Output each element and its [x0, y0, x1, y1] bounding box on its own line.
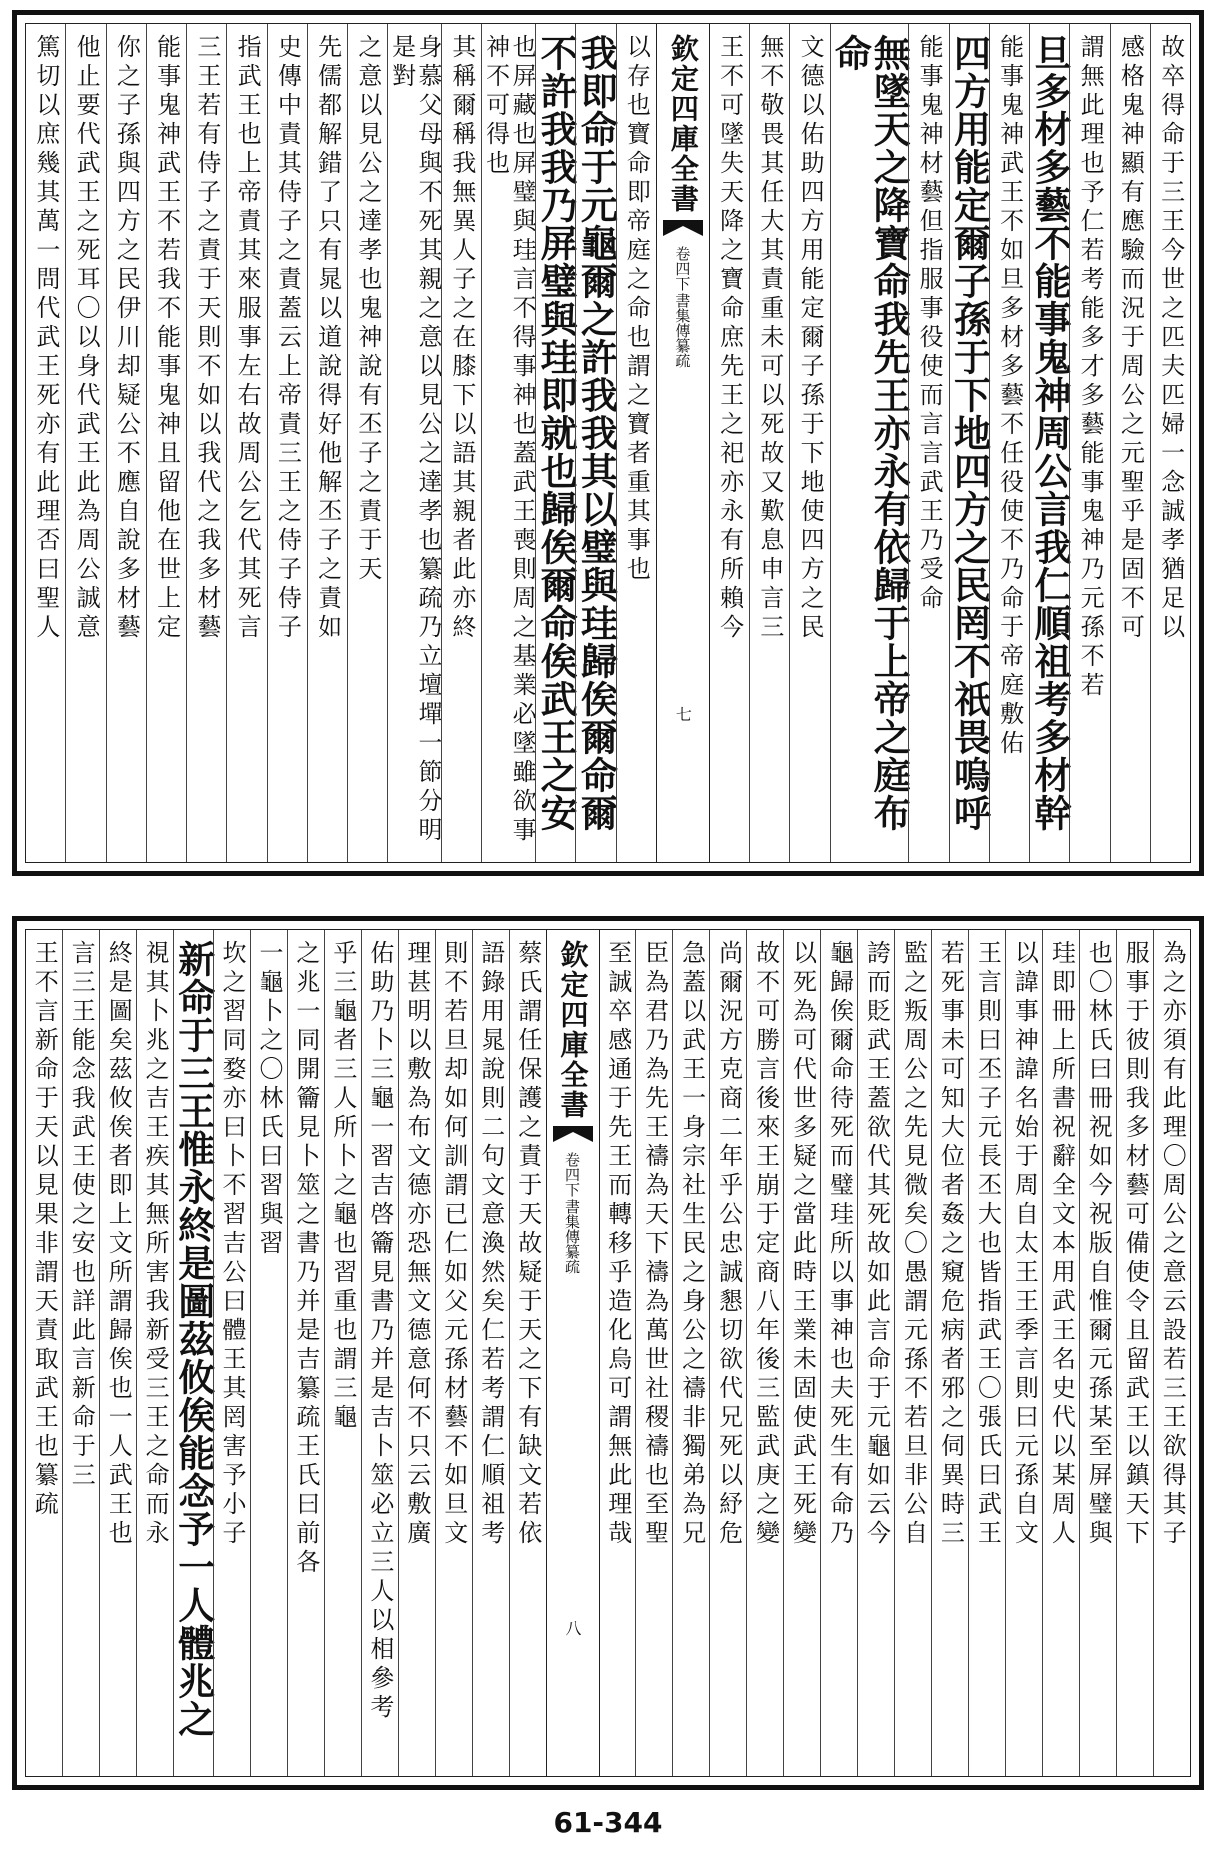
upper-text-column: 能事鬼神材藝但指服事役使而言言武王乃受命	[908, 24, 948, 862]
upper-text-column: 無墜天之降寶命我先王亦永有依歸于上帝之庭布命	[830, 24, 909, 862]
fish-tail-ornament-icon	[663, 220, 703, 236]
lower-text-column: 以死為可代世多疑之當此時王業未固使武王死變	[783, 930, 820, 1776]
lower-text-column: 一龜卜之〇林氏曰習與習	[250, 930, 287, 1776]
upper-text-column: 能事鬼神武王不如旦多材多藝不任役使不乃命于帝庭敷佑	[989, 24, 1029, 862]
upper-text-column: 史傳中責其侍子之責蓋云上帝責三王之侍子侍子	[267, 24, 307, 862]
upper-page-frame	[25, 23, 1191, 863]
lower-text-column: 王不言新命于天以見果非謂天責取武王也纂疏	[30, 940, 59, 1520]
upper-page-number: 七	[673, 706, 693, 722]
lower-page-frame	[25, 929, 1191, 1777]
lower-text-column: 珪即冊上所書祝辭全文本用武王名史代以某周人	[1042, 930, 1079, 1776]
upper-volume-label	[672, 246, 693, 368]
upper-text-column: 文德以佑助四方用能定爾子孫于下地使四方之民	[789, 24, 829, 862]
upper-text-column: 王不可墜失天降之寶命庶先王之祀亦永有所賴今	[715, 34, 744, 643]
upper-text-column: 三王若有侍子之責于天則不如以我代之我多材藝	[186, 24, 226, 862]
lower-text-column: 坎之習同婺亦曰卜不習吉公曰體王其罔害予小子	[213, 930, 250, 1776]
upper-text-column: 無不敬畏其任大其責重未可以死故又歎息申言三	[749, 24, 789, 862]
lower-text-column: 語錄用晁說則二句文意渙然矣仁若考謂仁順祖考	[472, 930, 509, 1776]
lower-text-column: 言三王能念我武王使之安也詳此言新命于三	[62, 930, 99, 1776]
upper-text-column: 四方用能定爾子孫于下地四方之民罔不祇畏嗚呼	[949, 24, 989, 862]
lower-text-column: 佑助乃卜三龜一習吉啓籥見書乃并是吉卜筮必立三人以相參考	[361, 930, 398, 1776]
upper-text-column: 身慕父母與不死其親之意以見公之達孝也纂疏乃立壇墠一節分明是對	[387, 24, 441, 862]
lower-text-column: 終是圖矣茲攸俟者即上文所謂歸俟也一人武王也	[99, 930, 136, 1776]
lower-page-centre-strip	[546, 930, 600, 1776]
upper-text-column: 篤切以庶幾其萬一問代武王死亦有此理否曰聖人	[31, 34, 60, 643]
lower-text-column: 臣為君乃為先王禱為天下禱為萬世社稷禱也至聖	[635, 930, 672, 1776]
lower-text-column: 也〇林氏曰冊祝如今祝版自惟爾元孫某至屏璧與	[1079, 930, 1116, 1776]
lower-volume-juan: 卷四下	[563, 1152, 581, 1197]
lower-text-column: 則不若旦却如何訓謂已仁如父元孫材藝不如旦文	[435, 930, 472, 1776]
lower-book-title: 欽定四庫全書	[556, 940, 590, 1120]
upper-text-column: 不許我我乃屏璧與珪即就也歸俟爾命俟武王之安	[535, 24, 575, 862]
lower-volume-book: 書集傳纂疏	[563, 1199, 581, 1274]
upper-volume-book: 書集傳纂疏	[673, 293, 692, 368]
lower-volume-label	[562, 1152, 583, 1274]
lower-text-column: 視其卜兆之吉王疾其無所害我新受三王之命而永	[136, 930, 173, 1776]
lower-text-column: 若死事未可知大位者姦之窺危病者邪之伺異時三	[931, 930, 968, 1776]
lower-page	[12, 916, 1204, 1790]
upper-text-column: 你之子孫與四方之民伊川却疑公不應自說多材藝	[106, 24, 146, 862]
lower-text-column: 為之亦須有此理〇周公之意云設若三王欲得其子	[1153, 930, 1190, 1776]
lower-page-number: 八	[563, 1620, 582, 1636]
lower-text-column: 新命于三王惟永終是圖茲攸俟能念予一人體兆之	[173, 930, 213, 1776]
lower-text-column: 龜歸俟爾命待死而璧珪所以事神也夫死生有命乃	[820, 930, 857, 1776]
upper-text-column: 指武王也上帝責其來服事左右故周公乞代其死言	[226, 24, 266, 862]
lower-text-column: 蔡氏謂任保護之責于天故疑于天之下有缺文若依	[509, 930, 546, 1776]
lower-text-column: 故不可勝言後來王崩于定商八年後三監武庚之變	[746, 930, 783, 1776]
upper-text-column: 故卒得命于三王今世之匹夫匹婦一念誠孝猶足以	[1150, 24, 1190, 862]
upper-text-column: 謂無此理也予仁若考能多才多藝能事鬼神乃元孫不若	[1069, 24, 1109, 862]
lower-text-column: 誇而貶武王蓋欲代其死故如此言命于元龜如云今	[857, 930, 894, 1776]
upper-text-column: 他止要代武王之死耳〇以身代武王此為周公誠意	[65, 24, 105, 862]
upper-page	[12, 10, 1204, 876]
page-footer-number: 61-344	[553, 1806, 663, 1839]
upper-text-column: 旦多材多藝不能事鬼神周公言我仁順祖考多材幹	[1029, 24, 1069, 862]
lower-text-column: 服事于彼則我多材藝可備使令且留武王以鎮天下	[1116, 930, 1153, 1776]
lower-text-column: 之兆一同開籥見卜筮之書乃并是吉纂疏王氏曰前各	[287, 930, 324, 1776]
upper-text-column: 之意以見公之達孝也鬼神說有丕子之責于天	[347, 24, 387, 862]
lower-text-column: 乎三龜者三人所卜之龜也習重也謂三龜	[324, 930, 361, 1776]
upper-page-centre-strip	[656, 24, 710, 862]
lower-text-column: 尚爾況方克商二年乎公忠誠懇切欲代兄死以紓危	[709, 930, 746, 1776]
lower-text-column: 至誠卒感通于先王而轉移乎造化烏可謂無此理哉	[603, 940, 632, 1549]
lower-text-column: 監之叛周公之先見微矣〇愚謂元孫不若旦非公自	[894, 930, 931, 1776]
upper-text-column: 以存也寶命即帝庭之命也謂之寶者重其事也	[616, 24, 656, 862]
fish-tail-ornament-icon	[553, 1126, 593, 1142]
upper-text-column: 也屏藏也屏璧與珪言不得事神也蓋武王喪則周之基業必墜雖欲事神不可得也	[481, 24, 535, 862]
upper-text-column: 感格鬼神顯有應驗而況于周公之元聖乎是固不可	[1110, 24, 1150, 862]
lower-text-column: 王言則曰丕子元長丕大也皆指武王〇張氏曰武王	[968, 930, 1005, 1776]
lower-text-column: 急蓋以武王一身宗社生民之身公之禱非獨弟為兄	[672, 930, 709, 1776]
lower-text-column: 理甚明以敷為布文德亦恐無文德意何不只云敷廣	[398, 930, 435, 1776]
upper-volume-juan: 卷四下	[673, 246, 692, 291]
lower-text-column: 以諱事神諱名始于周自太王王季言則曰元孫自文	[1005, 930, 1042, 1776]
upper-text-column: 能事鬼神武王不若我不能事鬼神且留他在世上定	[146, 24, 186, 862]
upper-text-column: 我即命于元龜爾之許我我其以璧與珪歸俟爾命爾	[575, 24, 615, 862]
upper-text-column: 其稱爾稱我無異人子之在膝下以語其親者此亦終	[441, 24, 481, 862]
upper-book-title: 欽定四庫全書	[666, 34, 700, 214]
upper-text-column: 先儒都解錯了只有晁以道說得好他解丕子之責如	[307, 24, 347, 862]
